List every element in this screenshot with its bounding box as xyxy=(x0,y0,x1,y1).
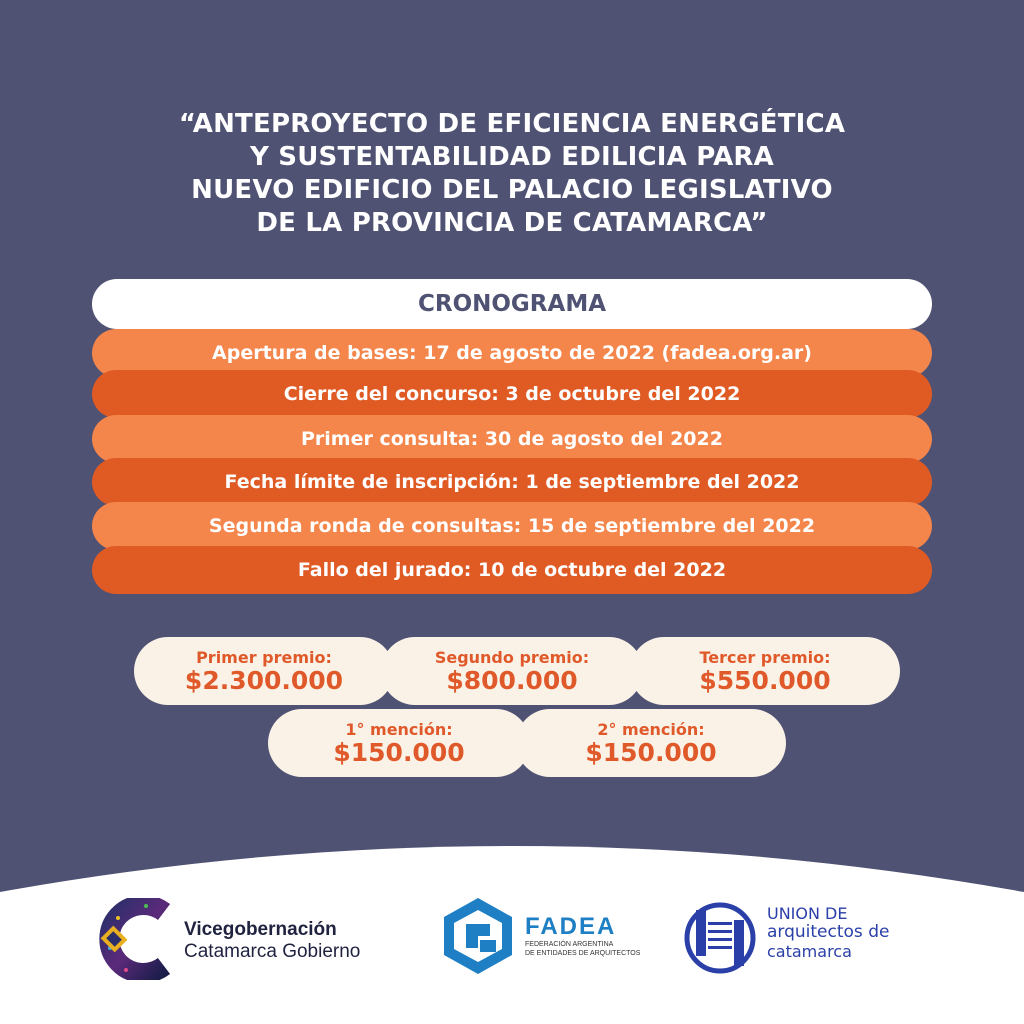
schedule-header: CRONOGRAMA xyxy=(92,279,932,329)
prize-label: Tercer premio: xyxy=(699,647,831,667)
vice-line1: Vicegobernación xyxy=(184,919,337,940)
fadea-logo-text xyxy=(525,914,640,958)
prize-value: $150.000 xyxy=(585,737,717,767)
prize-label: 1° mención: xyxy=(345,719,453,739)
prize-value: $800.000 xyxy=(446,665,578,695)
fadea-sub1: FEDERACIÓN ARGENTINA xyxy=(525,941,614,948)
vicegobernacion-logo-icon xyxy=(96,898,176,980)
prize-value: $550.000 xyxy=(699,665,831,695)
prize-label: Primer premio: xyxy=(196,647,332,667)
title-line: Y SUSTENTABILIDAD EDILICIA PARA xyxy=(250,142,774,172)
schedule-item-second-query: Segunda ronda de consultas: 15 de septiembre del 2022 xyxy=(92,502,932,550)
union-line1: UNION DE xyxy=(767,904,848,923)
prize-label: Segundo premio: xyxy=(434,647,590,667)
fadea-name: FADEA xyxy=(525,913,617,940)
schedule-item-closing: Cierre del concurso: 3 de octubre del 2022 xyxy=(92,370,932,418)
schedule-item-opening: Apertura de bases: 17 de agosto de 2022 (fadea.org.ar) xyxy=(92,329,932,377)
union-line3: catamarca xyxy=(767,942,852,961)
title-line: DE LA PROVINCIA DE CATAMARCA” xyxy=(256,208,768,238)
fadea-logo-icon xyxy=(440,896,516,976)
prize-label: 2° mención: xyxy=(597,719,705,739)
union-arquitectos-logo-icon xyxy=(682,900,758,976)
prize-value: $2.300.000 xyxy=(184,665,344,695)
title-line: “ANTEPROYECTO DE EFICIENCIA ENERGÉTICA xyxy=(178,109,846,139)
union-line2: arquitectos de xyxy=(767,922,890,942)
vicegobernacion-logo-text xyxy=(184,919,360,963)
union-arquitectos-logo-text xyxy=(767,904,889,961)
schedule-item-first-query: Primer consulta: 30 de agosto del 2022 xyxy=(92,415,932,463)
vice-line2: Catamarca Gobierno xyxy=(184,941,361,962)
schedule-item-registration-deadline: Fecha límite de inscripción: 1 de septiembre del 2022 xyxy=(92,458,932,506)
prize-value: $150.000 xyxy=(333,737,465,767)
title-line: NUEVO EDIFICIO DEL PALACIO LEGISLATIVO xyxy=(191,175,833,205)
fadea-sub2: DE ENTIDADES DE ARQUITECTOS xyxy=(525,950,641,957)
schedule-item-jury-verdict: Fallo del jurado: 10 de octubre del 2022 xyxy=(92,546,932,594)
